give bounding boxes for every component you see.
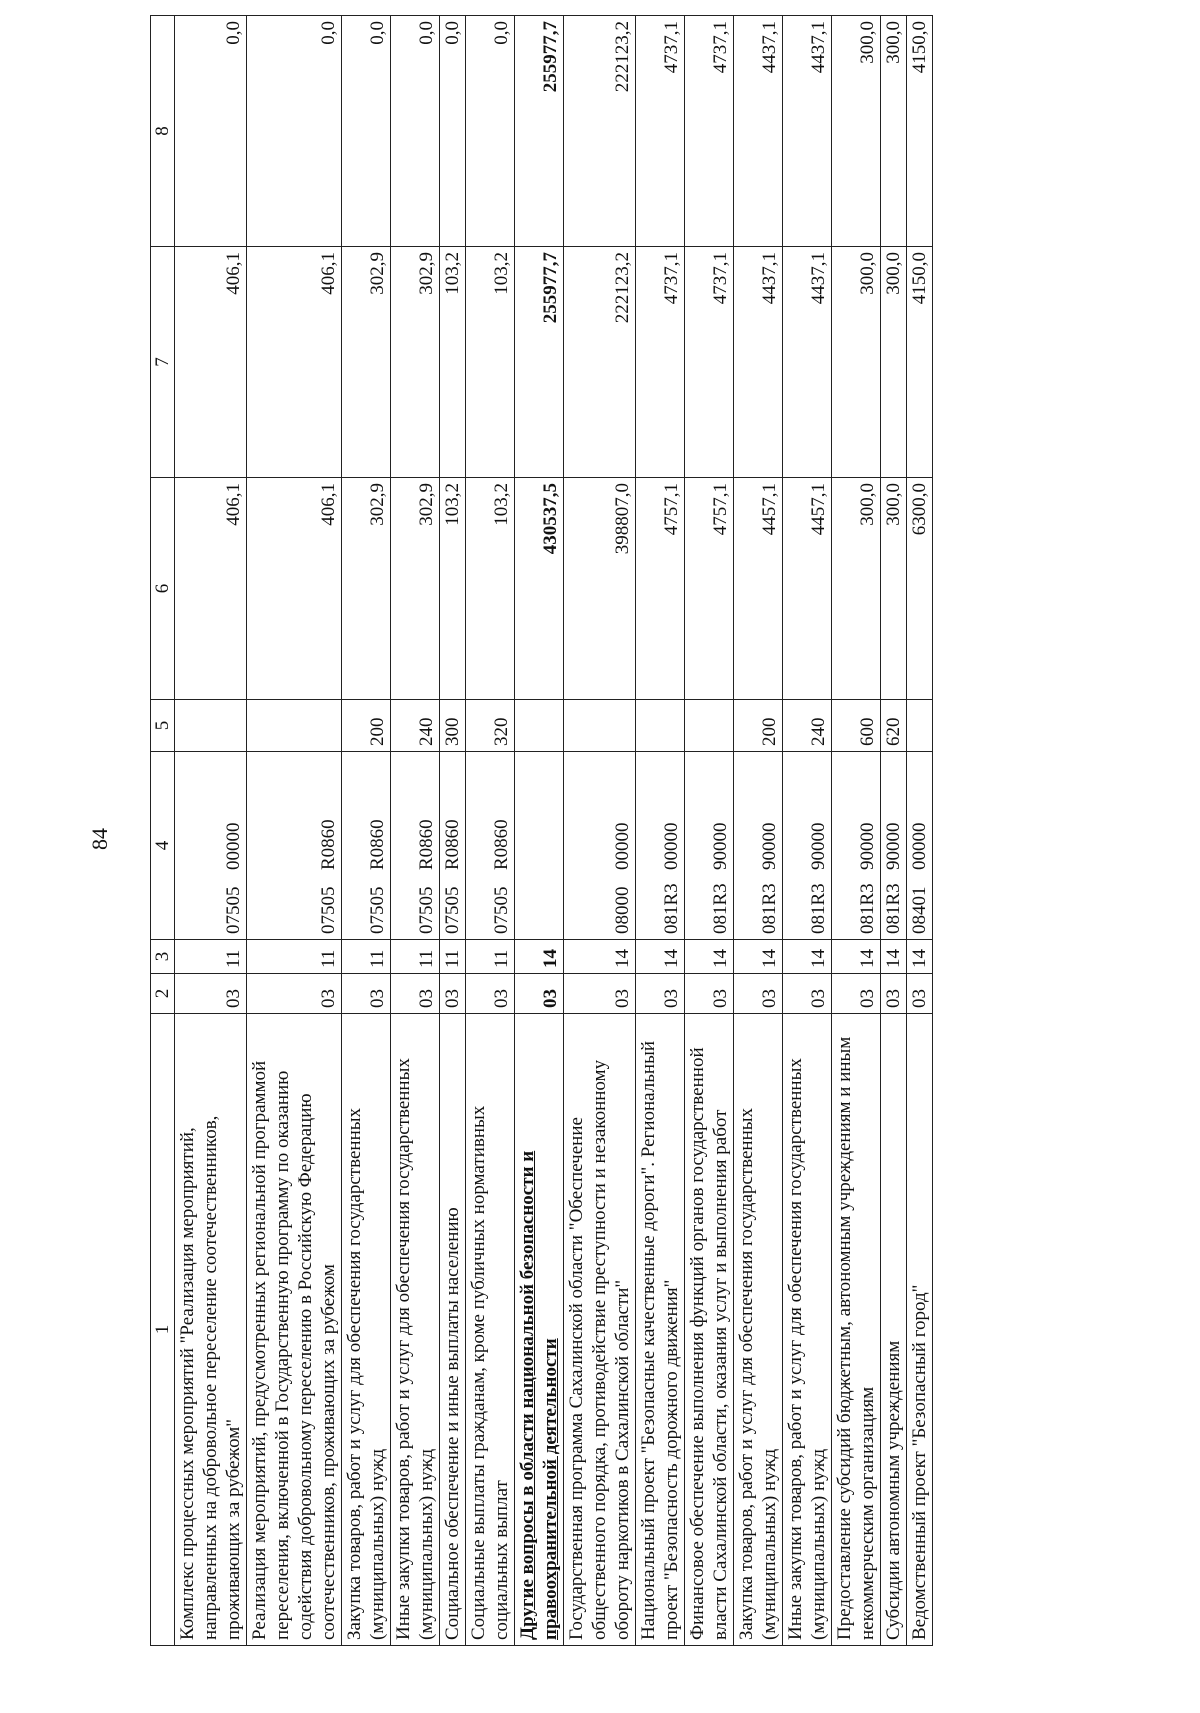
section-code-cell: 03: [175, 974, 247, 1014]
table-row: [734, 16, 783, 1646]
amount-col6-cell: 4757,1: [636, 478, 685, 700]
column-header-1: 1: [151, 1014, 175, 1646]
amount-col6-cell: 406,1: [175, 478, 247, 700]
amount-col8-cell: 255977,7: [515, 16, 564, 247]
amount-col8-cell: 4737,1: [685, 16, 734, 247]
amount-col6-cell: 302,9: [342, 478, 391, 700]
target-article-program-code: 07505: [318, 886, 339, 934]
row-name-cell: Закупка товаров, работ и услуг для обеспечения государственных (муниципальных) нужд: [342, 1014, 391, 1646]
amount-col8-cell: 0,0: [175, 16, 247, 247]
subsection-code-cell: 14: [734, 940, 783, 974]
section-code-cell: 03: [564, 974, 636, 1014]
amount-col6-cell: 6300,0: [907, 478, 933, 700]
target-article-cell: [685, 752, 734, 940]
target-article-cell: [515, 752, 564, 940]
amount-col7-cell: 406,1: [247, 247, 342, 478]
column-header-3: 3: [151, 940, 175, 974]
expense-type-cell: 200: [734, 700, 783, 752]
budget-table: [150, 15, 933, 1646]
rotated-table-container: [150, 16, 1075, 1646]
subsection-code-cell: 14: [832, 940, 881, 974]
row-name-cell: Другие вопросы в области национальной безопасности и правоохранительной деятельности: [515, 1014, 564, 1646]
row-name-cell: Комплекс процессных мероприятий "Реализация мероприятий, направленных на добровольное переселение соотечественников, проживающих за рубежом": [175, 1014, 247, 1646]
table-row: [564, 16, 636, 1646]
amount-col7-cell: 222123,2: [564, 247, 636, 478]
table-row: [636, 16, 685, 1646]
target-article-direction-code: 90000: [857, 822, 878, 870]
expense-type-cell: [685, 700, 734, 752]
amount-col7-cell: 103,2: [440, 247, 466, 478]
amount-col8-cell: 4437,1: [783, 16, 832, 247]
row-name-cell: Закупка товаров, работ и услуг для обеспечения государственных (муниципальных) нужд: [734, 1014, 783, 1646]
amount-col6-cell: 302,9: [391, 478, 440, 700]
section-code-cell: 03: [515, 974, 564, 1014]
amount-col7-cell: 406,1: [175, 247, 247, 478]
amount-col7-cell: 103,2: [466, 247, 515, 478]
amount-col6-cell: 103,2: [440, 478, 466, 700]
section-code-cell: 03: [783, 974, 832, 1014]
subsection-code-cell: 14: [685, 940, 734, 974]
table-row: [466, 16, 515, 1646]
section-code-cell: 03: [440, 974, 466, 1014]
amount-col8-cell: 300,0: [881, 16, 907, 247]
target-article-direction-code: 90000: [808, 822, 829, 870]
subsection-code-cell: 11: [391, 940, 440, 974]
target-article-direction-code: R0860: [491, 819, 512, 870]
table-row: [247, 16, 342, 1646]
expense-type-cell: [564, 700, 636, 752]
row-name-cell: Предоставление субсидий бюджетным, автономным учреждениям и иным некоммерческим организациям: [832, 1014, 881, 1646]
expense-type-cell: [175, 700, 247, 752]
target-article-direction-code: 90000: [759, 822, 780, 870]
subsection-code-cell: 14: [515, 940, 564, 974]
target-article-cell: [466, 752, 515, 940]
subsection-code-cell: 14: [881, 940, 907, 974]
amount-col8-cell: 222123,2: [564, 16, 636, 247]
subsection-code-cell: 14: [636, 940, 685, 974]
table-row: [783, 16, 832, 1646]
target-article-cell: [175, 752, 247, 940]
amount-col7-cell: 4737,1: [685, 247, 734, 478]
target-article-program-code: 08401: [909, 886, 930, 934]
target-article-program-code: 07505: [223, 886, 244, 934]
target-article-cell: [564, 752, 636, 940]
row-name-cell: Социальное обеспечение и иные выплаты населению: [440, 1014, 466, 1646]
amount-col6-cell: 103,2: [466, 478, 515, 700]
row-name-cell: Субсидии автономным учреждениям: [881, 1014, 907, 1646]
column-header-2: 2: [151, 974, 175, 1014]
column-header-5: 5: [151, 700, 175, 752]
expense-type-cell: 240: [391, 700, 440, 752]
target-article-program-code: 07505: [491, 886, 512, 934]
row-name-cell: Национальный проект "Безопасные качественные дороги". Региональный проект "Безопасность дорожного движения": [636, 1014, 685, 1646]
target-article-direction-code: 90000: [883, 822, 904, 870]
target-article-direction-code: 00000: [909, 822, 930, 870]
section-code-cell: 03: [734, 974, 783, 1014]
amount-col8-cell: 0,0: [440, 16, 466, 247]
subsection-code-cell: 11: [466, 940, 515, 974]
amount-col7-cell: 4437,1: [734, 247, 783, 478]
target-article-direction-code: 00000: [661, 822, 682, 870]
target-article-direction-code: 00000: [612, 822, 633, 870]
row-name-cell: Ведомственный проект "Безопасный город": [907, 1014, 933, 1646]
target-article-direction-code: R0860: [442, 819, 463, 870]
target-article-program-code: 081R3: [883, 883, 904, 934]
column-header-4: 4: [151, 752, 175, 940]
table-row: [907, 16, 933, 1646]
target-article-cell: [247, 752, 342, 940]
target-article-cell: [832, 752, 881, 940]
amount-col6-cell: 4457,1: [734, 478, 783, 700]
target-article-program-code: 081R3: [759, 883, 780, 934]
amount-col7-cell: 4737,1: [636, 247, 685, 478]
target-article-cell: [734, 752, 783, 940]
subsection-code-cell: 11: [247, 940, 342, 974]
table-row: [175, 16, 247, 1646]
table-row: [832, 16, 881, 1646]
amount-col8-cell: 4437,1: [734, 16, 783, 247]
subsection-code-cell: 11: [440, 940, 466, 974]
expense-type-cell: [247, 700, 342, 752]
target-article-cell: [907, 752, 933, 940]
column-number-row: [151, 16, 175, 1646]
table-row: [515, 16, 564, 1646]
target-article-program-code: 07505: [416, 886, 437, 934]
amount-col7-cell: 302,9: [342, 247, 391, 478]
subsection-code-cell: 11: [175, 940, 247, 974]
table-row: [440, 16, 466, 1646]
table-row: [342, 16, 391, 1646]
target-article-program-code: 07505: [442, 886, 463, 934]
target-article-direction-code: 90000: [710, 822, 731, 870]
expense-type-cell: 620: [881, 700, 907, 752]
target-article-program-code: 081R3: [808, 883, 829, 934]
table-row: [685, 16, 734, 1646]
target-article-cell: [342, 752, 391, 940]
target-article-program-code: 081R3: [710, 883, 731, 934]
amount-col8-cell: 0,0: [247, 16, 342, 247]
row-name-cell: Финансовое обеспечение выполнения функций органов государственной власти Сахалинской области, оказания услуг и выполнения работ: [685, 1014, 734, 1646]
target-article-direction-code: 00000: [223, 822, 244, 870]
amount-col6-cell: 4457,1: [783, 478, 832, 700]
amount-col6-cell: 398807,0: [564, 478, 636, 700]
expense-type-cell: [636, 700, 685, 752]
amount-col6-cell: 300,0: [881, 478, 907, 700]
target-article-cell: [391, 752, 440, 940]
amount-col8-cell: 4737,1: [636, 16, 685, 247]
target-article-cell: [783, 752, 832, 940]
subsection-code-cell: 14: [564, 940, 636, 974]
expense-type-cell: 320: [466, 700, 515, 752]
amount-col8-cell: 300,0: [832, 16, 881, 247]
column-header-6: 6: [151, 478, 175, 700]
target-article-direction-code: R0860: [367, 819, 388, 870]
target-article-program-code: 081R3: [857, 883, 878, 934]
amount-col7-cell: 4150,0: [907, 247, 933, 478]
amount-col8-cell: 0,0: [391, 16, 440, 247]
amount-col8-cell: 0,0: [466, 16, 515, 247]
amount-col6-cell: 300,0: [832, 478, 881, 700]
amount-col7-cell: 300,0: [832, 247, 881, 478]
amount-col6-cell: 4757,1: [685, 478, 734, 700]
section-code-cell: 03: [466, 974, 515, 1014]
target-article-direction-code: R0860: [318, 819, 339, 870]
section-code-cell: 03: [391, 974, 440, 1014]
column-header-7: 7: [151, 247, 175, 478]
row-name-cell: Иные закупки товаров, работ и услуг для обеспечения государственных (муниципальных) нужд: [783, 1014, 832, 1646]
target-article-direction-code: R0860: [416, 819, 437, 870]
target-article-program-code: 08000: [612, 886, 633, 934]
subsection-code-cell: 14: [783, 940, 832, 974]
expense-type-cell: 300: [440, 700, 466, 752]
section-code-cell: 03: [636, 974, 685, 1014]
amount-col8-cell: 4150,0: [907, 16, 933, 247]
row-name-cell: Иные закупки товаров, работ и услуг для обеспечения государственных (муниципальных) нужд: [391, 1014, 440, 1646]
table-body: [151, 16, 933, 1646]
expense-type-cell: 240: [783, 700, 832, 752]
row-name-cell: Социальные выплаты гражданам, кроме публичных нормативных социальных выплат: [466, 1014, 515, 1646]
table-row: [391, 16, 440, 1646]
section-code-cell: 03: [881, 974, 907, 1014]
target-article-cell: [881, 752, 907, 940]
section-code-cell: 03: [907, 974, 933, 1014]
amount-col7-cell: 4437,1: [783, 247, 832, 478]
amount-col8-cell: 0,0: [342, 16, 391, 247]
target-article-program-code: 081R3: [661, 883, 682, 934]
target-article-program-code: 07505: [367, 886, 388, 934]
section-code-cell: 03: [685, 974, 734, 1014]
table-row: [881, 16, 907, 1646]
expense-type-cell: [907, 700, 933, 752]
section-code-cell: 03: [832, 974, 881, 1014]
row-name-cell: Государственная программа Сахалинской области "Обеспечение общественного порядка, противодействие преступности и незаконному обороту наркотиков в Сахалинской области": [564, 1014, 636, 1646]
amount-col7-cell: 300,0: [881, 247, 907, 478]
expense-type-cell: 200: [342, 700, 391, 752]
section-code-cell: 03: [247, 974, 342, 1014]
column-header-8: 8: [151, 16, 175, 247]
target-article-cell: [636, 752, 685, 940]
subsection-code-cell: 11: [342, 940, 391, 974]
row-name-cell: Реализация мероприятий, предусмотренных региональной программой переселения, включенной в Государственную программу по оказанию содействия добровольному переселению в Российскую Федерацию соотечественников, проживающих за рубежом: [247, 1014, 342, 1646]
amount-col6-cell: 406,1: [247, 478, 342, 700]
expense-type-cell: [515, 700, 564, 752]
amount-col6-cell: 430537,5: [515, 478, 564, 700]
expense-type-cell: 600: [832, 700, 881, 752]
subsection-code-cell: 14: [907, 940, 933, 974]
target-article-cell: [440, 752, 466, 940]
page-number: 84: [87, 828, 112, 850]
amount-col7-cell: 302,9: [391, 247, 440, 478]
section-code-cell: 03: [342, 974, 391, 1014]
amount-col7-cell: 255977,7: [515, 247, 564, 478]
